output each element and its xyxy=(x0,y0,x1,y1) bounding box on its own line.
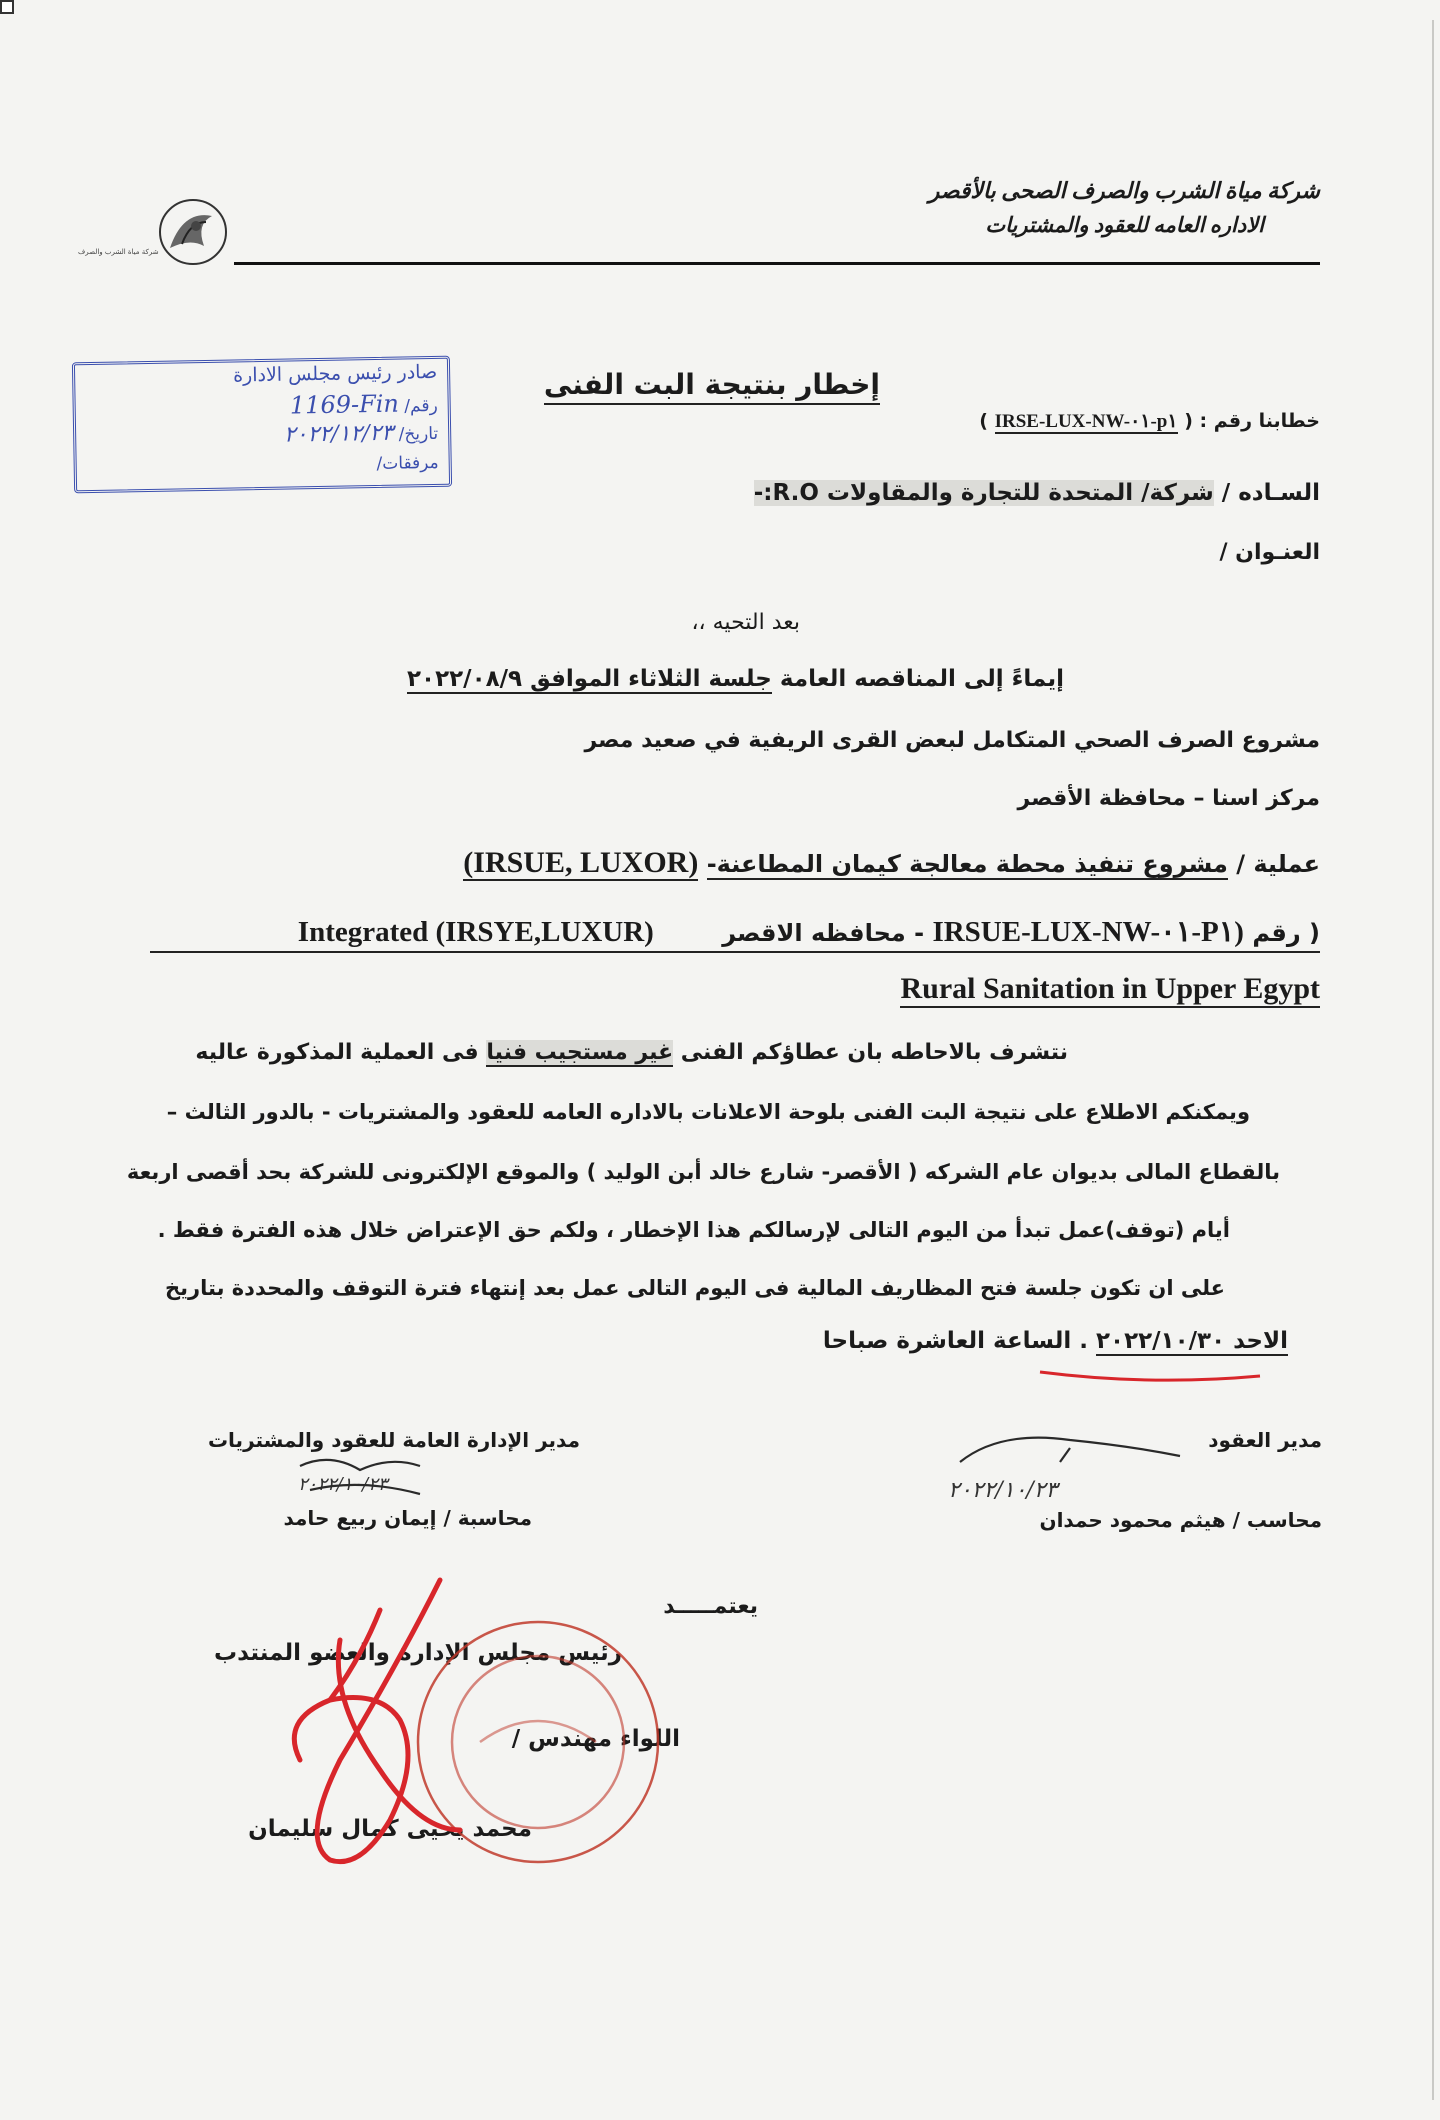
contracts-manager-signature xyxy=(960,1438,1180,1462)
opening-day-date: الاحد ٢٠٢٢/١٠/٣٠ xyxy=(1096,1328,1288,1354)
chairman-name: محمد يحيى كمال سليمان xyxy=(248,1816,532,1842)
notice-line-3: أيام (توقف)عمل تبدأ من اليوم التالى لإرسالكم هذا الإخطار ، ولكم حق الإعتراض خلال هذه الفترة فقط . xyxy=(157,1218,1230,1242)
greeting: بعد التحيه ،، xyxy=(691,610,800,635)
contracts-manager-signature-date: ٢٠٢٢/١٠/٢٣ xyxy=(948,1478,1058,1503)
tender-prefix: إيماءً إلى المناقصه العامة xyxy=(779,666,1064,692)
operation-code: (IRSUE, LUXOR) xyxy=(463,846,699,879)
logo-caption: شركة مياة الشرب والصرف xyxy=(78,248,159,256)
chairman-signature xyxy=(294,1580,460,1862)
location-line: مركز اسنا – محافظة الأقصر xyxy=(1017,786,1320,811)
recipient-label: السـاده / xyxy=(1221,480,1320,506)
department-name: الاداره العامه للعقود والمشتريات xyxy=(985,213,1264,237)
letter-number-value: IRSE-LUX-NW-٠١-p١ xyxy=(994,411,1178,432)
contracts-manager-name: محاسب / هيثم محمود حمدان xyxy=(1039,1508,1322,1532)
operation-prefix: عملية / xyxy=(1236,850,1320,878)
result-text-a: نتشرف بالاحاطه بان عطاؤكم الفنى xyxy=(680,1040,1068,1065)
stamp-date-label: تاريخ/ xyxy=(398,423,439,445)
project-number-code: IRSUE-LUX-NW-٠١-P١) xyxy=(932,916,1244,948)
stamp-attachments: مرفقات/ xyxy=(376,452,439,475)
stamp-title: صادر رئيس مجلس الادارة xyxy=(232,360,438,387)
result-status: غير مستجيب فنيا xyxy=(486,1040,674,1065)
stamp-number-label: رقم/ xyxy=(404,395,438,417)
stamp-number-value: 1169-Fin xyxy=(289,389,400,420)
date-red-underline xyxy=(1040,1372,1260,1380)
chairman-rank: اللواء مهندس / xyxy=(511,1726,680,1752)
page-title: إخطار بنتيجة البت الفنى xyxy=(544,368,880,405)
notice-line-4: على ان تكون جلسة فتح المظاريف المالية فى اليوم التالى عمل بعد إنتهاء فترة التوقف والمحددة بتاريخ xyxy=(165,1276,1225,1300)
project-english-subtitle: Rural Sanitation in Upper Egypt xyxy=(900,972,1320,1008)
recipient-name: شركة/ المتحدة للتجارة والمقاولات R.O:- xyxy=(753,480,1214,506)
project-number-label: ( رقم xyxy=(1252,919,1320,947)
letter-number-close: ) xyxy=(979,410,988,432)
project-line: مشروع الصرف الصحي المتكامل لبعض القرى الريفية في صعيد مصر xyxy=(584,728,1320,753)
contracts-manager-title: مدير العقود xyxy=(1208,1428,1322,1452)
project-english-name: Integrated (IRSYE,LUXUR) xyxy=(297,916,654,948)
general-manager-signature xyxy=(300,1460,420,1494)
address-label: العنـوان / xyxy=(1219,540,1320,565)
letter-number-label: خطابنا رقم : ( xyxy=(1184,410,1320,432)
notice-line-1: ويمكنكم الاطلاع على نتيجة البت الفنى بلوحة الاعلانات بالاداره العامه للعقود والمشتريات - بالدور الثالث – xyxy=(166,1100,1250,1124)
company-seal xyxy=(418,1622,658,1862)
notice-line-2: بالقطاع المالى بديوان عام الشركه ( الأقصر- شارع خالد أبن الوليد ) والموقع الإلكترونى للشركة بحد أقصى اربعة xyxy=(126,1160,1280,1184)
company-name: شركة مياة الشرب والصرف الصحى بالأقصر xyxy=(928,178,1320,203)
chairman-title: رئيس مجلس الإدارة والعضو المنتدب xyxy=(213,1640,622,1666)
general-manager-name: محاسبة / إيمان ربيع حامد xyxy=(283,1506,532,1530)
general-manager-signature-date: ٢٠٢٢/١٠/٢٣ xyxy=(298,1474,388,1495)
stamp-date-value: ٢٠٢٢/١٢/٢٣ xyxy=(283,420,394,448)
tender-session: جلسة الثلاثاء الموافق ٢٠٢٢/٠٨/٩ xyxy=(407,666,772,692)
opening-time: . الساعة العاشرة صباحا xyxy=(822,1328,1088,1354)
approval-label: يعتمـــــد xyxy=(663,1594,758,1619)
general-manager-title: مدير الإدارة العامة للعقود والمشتريات xyxy=(207,1428,580,1452)
project-governorate: - محافظه الاقصر xyxy=(722,919,925,947)
operation-project: مشروع تنفيذ محطة معالجة كيمان المطاعنة- xyxy=(706,850,1228,878)
result-text-b: فى العملية المذكورة عاليه xyxy=(195,1040,479,1065)
